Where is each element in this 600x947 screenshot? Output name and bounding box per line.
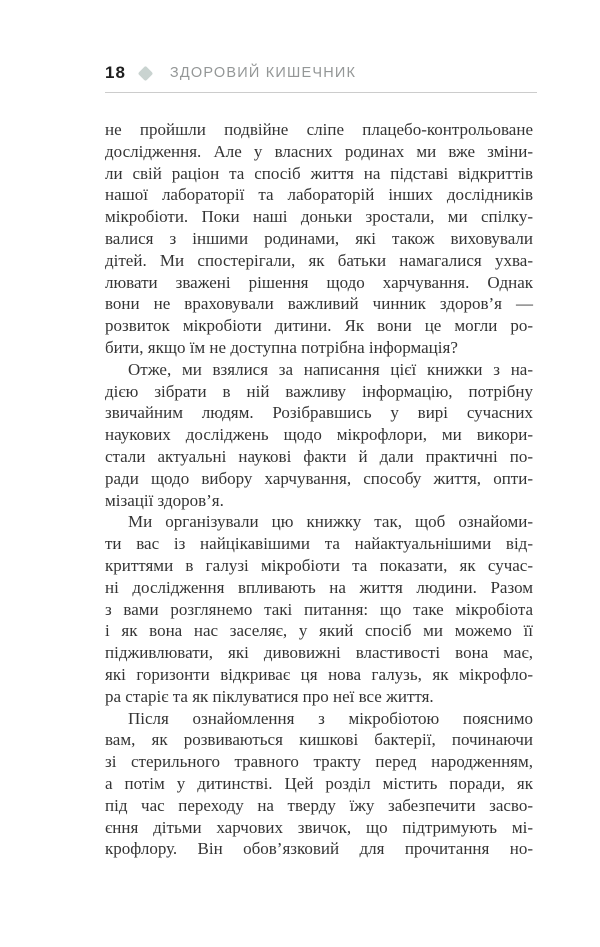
text-line: ради щодо вибору харчування, способу життя, опти-	[105, 468, 533, 488]
text-line: Отже, ми взялися за написання цієї книжки з на-	[128, 359, 533, 379]
text-line: вам, як розвиваються кишкові бактерії, починаючи	[105, 730, 533, 750]
text-line: валися з іншими родинами, які також виховували	[105, 228, 533, 248]
text-line: не пройшли подвійне сліпе плацебо-контрольоване	[105, 120, 533, 139]
text-line: Ми організували цю книжку так, щоб ознайоми-	[128, 512, 533, 532]
text-line: ти вас із найцікавішими та найактуальнішими від-	[105, 534, 533, 554]
text-line: розвиток мікробіоти дитини. Як вони це могли ро-	[105, 316, 533, 336]
text-line: дітей. Ми спостерігали, як батьки намагалися ухва-	[105, 250, 533, 270]
text-line: які горизонти відкриває ця нова галузь, як мікрофло-	[105, 664, 533, 684]
text-line: зі стерильного травного тракту перед народженням,	[105, 752, 533, 772]
text-line: дослідження. Але у власних родинах ми вже зміни-	[105, 141, 533, 161]
text-line: з вами розглянемо такі питання: що таке мікробіота	[105, 599, 533, 619]
text-line: крофлору. Він обов’язковий для прочитання но-	[105, 839, 533, 859]
text-line: дією зібрати в ній важливу інформацію, потрібну	[105, 381, 533, 401]
text-line: єння дітьми харчових звичок, що підтримують мі-	[105, 817, 533, 837]
header-rule	[105, 92, 537, 93]
page-number: 18	[105, 63, 126, 82]
body-text	[105, 119, 533, 860]
text-line: під час переходу на тверду їжу забезпечити засво-	[105, 795, 533, 815]
text-line: а потім у дитинстві. Цей розділ містить поради, як	[105, 773, 533, 793]
page-header	[105, 62, 537, 84]
text-line: мікробіоти. Поки наші доньки зростали, ми спілку-	[105, 207, 533, 227]
running-title: ЗДОРОВИЙ КИШЕЧНИК	[169, 65, 357, 81]
text-line: ні дослідження впливають на життя людини. Разом	[105, 577, 533, 597]
text-line: наукових досліджень щодо мікрофлори, ми викори-	[105, 425, 533, 445]
text-line: нашої лабораторії та лабораторій інших дослідників	[105, 185, 533, 205]
text-line: підживлювати, які дивовижні властивості вона має,	[105, 643, 533, 663]
text-line: бити, якщо їм не доступна потрібна інформація?	[105, 337, 458, 357]
text-line: мізації здоров’я.	[105, 490, 224, 510]
text-line: стали актуальні наукові факти й дали практичні по-	[105, 446, 533, 466]
text-line: звичайним людям. Розібравшись у вирі сучасних	[105, 403, 533, 423]
text-line: вони не враховували важливий чинник здоров’я —	[105, 294, 533, 314]
text-line: і як вона нас заселяє, у який спосіб ми можемо її	[105, 621, 533, 641]
text-line: Після ознайомлення з мікробіотою пояснимо	[128, 708, 533, 728]
text-line: ли свій раціон та спосіб життя на підставі відкриттів	[105, 163, 533, 183]
text-line: ра старіє та як піклуватися про неї все життя.	[105, 686, 434, 706]
text-line: криттями в галузі мікробіоти та показати, як сучас-	[105, 555, 533, 575]
text-line: лювати зважені рішення щодо харчування. Однак	[105, 272, 533, 292]
diamond-icon	[138, 65, 154, 81]
